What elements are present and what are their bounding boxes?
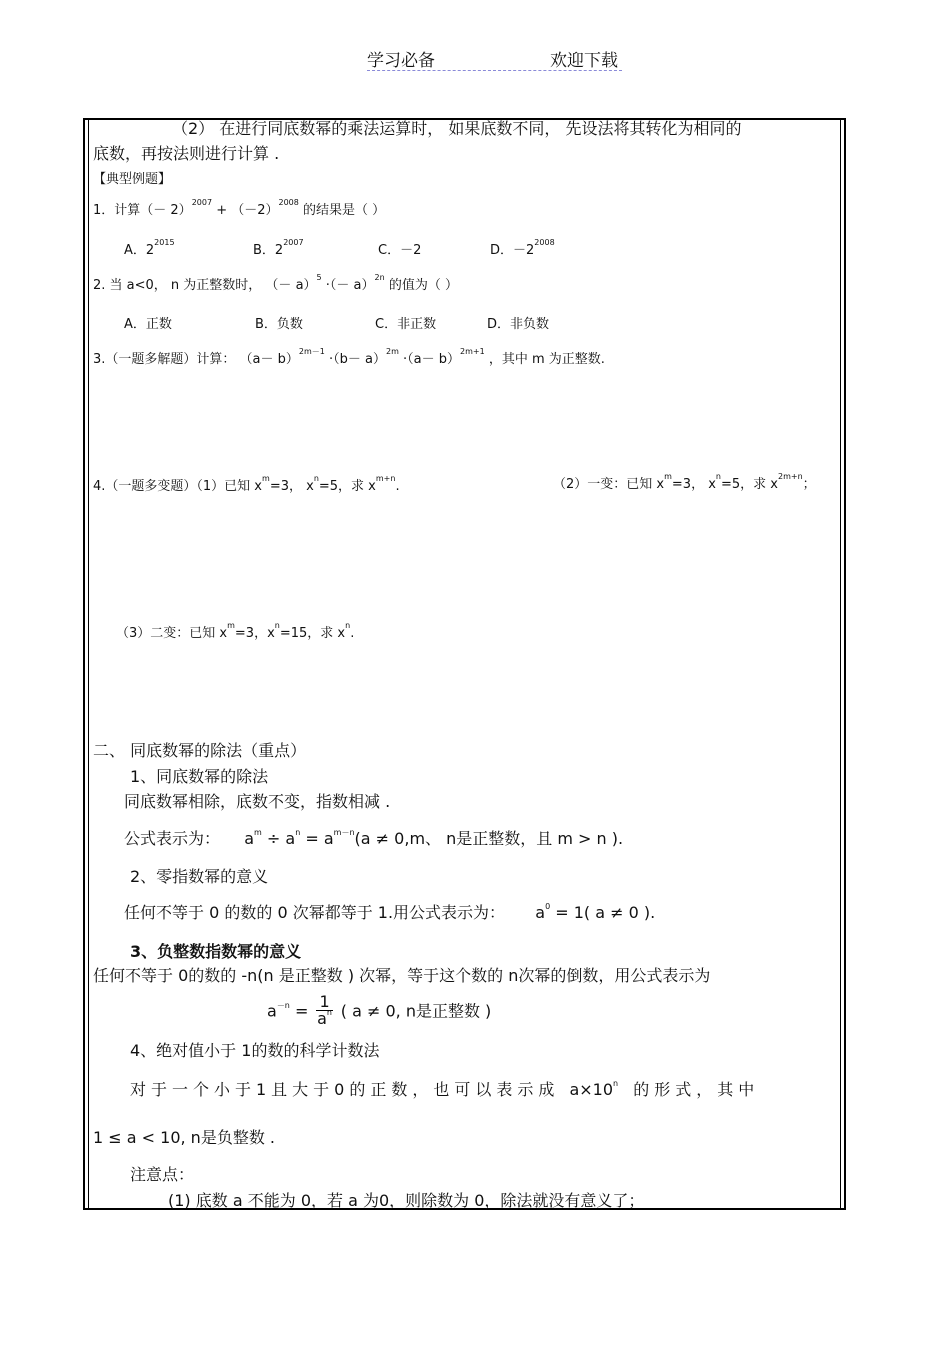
zero-a: a (535, 903, 546, 922)
formula-c: = a (300, 829, 334, 848)
section1-line1: （2） 在进行同底数幂的乘法运算时， 如果底数不同， 先设法将其转化为相同的 (172, 119, 742, 138)
q2-option-d: D．非负数 (487, 317, 550, 332)
q4-p1-e1: m (262, 474, 270, 483)
question-2-stem (93, 273, 458, 293)
zero-exponent-text (124, 902, 656, 922)
q2-stem-a: 2. 当 a<0， n 为正整数时， （－ a） (93, 278, 317, 293)
section2-title: 二、 同底数幂的除法（重点） (93, 741, 307, 760)
question-4-part2 (553, 472, 816, 492)
q4-p2-d: ； (802, 477, 816, 492)
q1-stem-b: + （－2） (216, 203, 279, 218)
formula-e3: m－n (333, 828, 355, 837)
q4-p3-d: . (350, 626, 355, 641)
neg-condition: ( a ≠ 0, n是正整数 ) (340, 1001, 492, 1021)
q3-stem-d: ，其中 m 为正整数. (488, 352, 605, 367)
q1-option-a (124, 238, 175, 258)
neg-eq: = (289, 1001, 314, 1021)
formula-e2: n (295, 828, 301, 837)
q3-exp1: 2m－1 (298, 347, 325, 356)
q4-p1-c: =5，求 x (318, 479, 376, 494)
neg-a: a (267, 1001, 277, 1021)
q1-option-b-text: B．2 (253, 243, 284, 258)
scientific-notation-line (130, 1079, 760, 1099)
frame-inner-left-border (88, 120, 89, 1208)
frame-inner-right-border (840, 120, 841, 1208)
q4-p1-e3: m+n (375, 474, 396, 483)
notes-title: 注意点： (130, 1165, 195, 1184)
q1-stem-a: 1．计算（－ 2） (93, 203, 192, 218)
q1-option-d (490, 238, 555, 258)
question-4-part3 (116, 621, 355, 641)
q4-p2-b: =3， x (671, 477, 716, 492)
sci-e: n (613, 1079, 624, 1088)
q1-option-b-exp: 2007 (283, 238, 304, 247)
q1-option-d-text: D．－2 (490, 243, 535, 258)
header-left-text: 学习必备 (367, 51, 435, 71)
q4-p1-e2: n (313, 474, 319, 483)
q3-stem-b: ·（b－ a） (329, 352, 386, 367)
q4-p1-b: =3， x (269, 479, 314, 494)
question-3-stem (93, 347, 605, 367)
q3-stem-a: 3.（一题多解题）计算： （a－ b） (93, 352, 299, 367)
q4-p3-b: =3，x (234, 626, 275, 641)
neg-fraction (316, 994, 332, 1030)
q4-p2-c: =5，求 x (720, 477, 778, 492)
q4-p2-e3: 2m+n (777, 472, 803, 481)
page-header (367, 46, 622, 71)
division-rule: 同底数幂相除，底数不变，指数相减 . (124, 792, 391, 811)
q2-stem-c: 的值为（ ） (388, 278, 458, 293)
q4-p3-e1: m (227, 621, 235, 630)
sci-text-b: 的形式，其中 (633, 1080, 760, 1099)
neg-e: －n (276, 1000, 290, 1010)
sub2-title: 2、零指数幂的意义 (130, 867, 269, 886)
q2-exp2: 2n (374, 273, 385, 282)
zero-e: 0 (545, 902, 551, 911)
q4-p3-a: （3）二变：已知 x (116, 626, 228, 641)
neg-den-base: a (317, 1009, 327, 1028)
q3-exp2: 2m (386, 347, 399, 356)
q2-option-b: B．负数 (255, 317, 303, 332)
formula-label: 公式表示为： (124, 829, 221, 848)
q1-option-b (253, 238, 304, 258)
examples-title: 【典型例题】 (93, 172, 172, 187)
zero-b: = 1( a ≠ 0 ). (550, 903, 656, 922)
q1-option-d-exp: 2008 (534, 238, 555, 247)
q4-p1-a: 4.（一题多变题）（1）已知 x (93, 479, 263, 494)
division-formula (124, 828, 624, 848)
sci-a: a×10 (569, 1080, 614, 1099)
q2-option-a: A．正数 (124, 317, 172, 332)
negative-exponent-text: 任何不等于 0的数的 -n(n 是正整数 ) 次幂，等于这个数的 n次幂的倒数，用公式表示为 (93, 966, 711, 985)
question-1-stem (93, 198, 386, 218)
q3-stem-c: ·（a－ b） (403, 352, 461, 367)
q1-option-a-text: A．2 (124, 243, 155, 258)
q1-option-a-exp: 2015 (154, 238, 175, 247)
q2-stem-b: ·（－ a） (325, 278, 375, 293)
scientific-notation-condition: 1 ≤ a < 10, n是负整数 . (93, 1128, 275, 1147)
q4-p3-e3: n (345, 621, 351, 630)
formula-d: (a ≠ 0,m、 n是正整数，且 m > n ). (354, 829, 624, 848)
q4-p3-c: =15，求 x (279, 626, 346, 641)
neg-fraction-numerator: 1 (316, 994, 332, 1011)
sci-text-a: 对于一个小于1且大于0的正数，也可以表示成 (130, 1080, 560, 1099)
q4-p2-e2: n (715, 472, 721, 481)
q1-option-c: C．－2 (378, 243, 422, 258)
header-right-text: 欢迎下载 (550, 51, 618, 71)
q1-stem-c: 的结果是（ ） (302, 203, 386, 218)
formula-e1: m (254, 828, 262, 837)
negative-exponent-formula (267, 994, 491, 1030)
section1-line2: 底数，再按法则进行计算 . (93, 144, 280, 163)
note-1: (1) 底数 a 不能为 0，若 a 为0，则除数为 0，除法就没有意义了； (168, 1191, 645, 1210)
q3-exp3: 2m+1 (460, 347, 485, 356)
q2-option-c: C．非正数 (375, 317, 437, 332)
q4-p2-a: （2）一变：已知 x (553, 477, 665, 492)
question-4-part1 (93, 474, 400, 494)
sub3-title: 3、负整数指数幂的意义 (130, 942, 302, 961)
q2-exp1: 5 (316, 273, 322, 282)
sub1-title: 1、同底数幂的除法 (130, 767, 269, 786)
q4-p2-e1: m (664, 472, 672, 481)
q1-exp2: 2008 (278, 198, 299, 207)
neg-fraction-denominator (316, 1008, 332, 1030)
neg-den-exp: n (326, 1008, 332, 1017)
formula-a: a (244, 829, 255, 848)
formula-b: ÷ a (261, 829, 296, 848)
q4-p3-e2: n (274, 621, 280, 630)
zero-text: 任何不等于 0 的数的 0 次幂都等于 1.用公式表示为： (124, 903, 506, 922)
q4-p1-d: . (395, 479, 400, 494)
q1-exp1: 2007 (191, 198, 213, 207)
sub4-title: 4、绝对值小于 1的数的科学计数法 (130, 1041, 380, 1060)
